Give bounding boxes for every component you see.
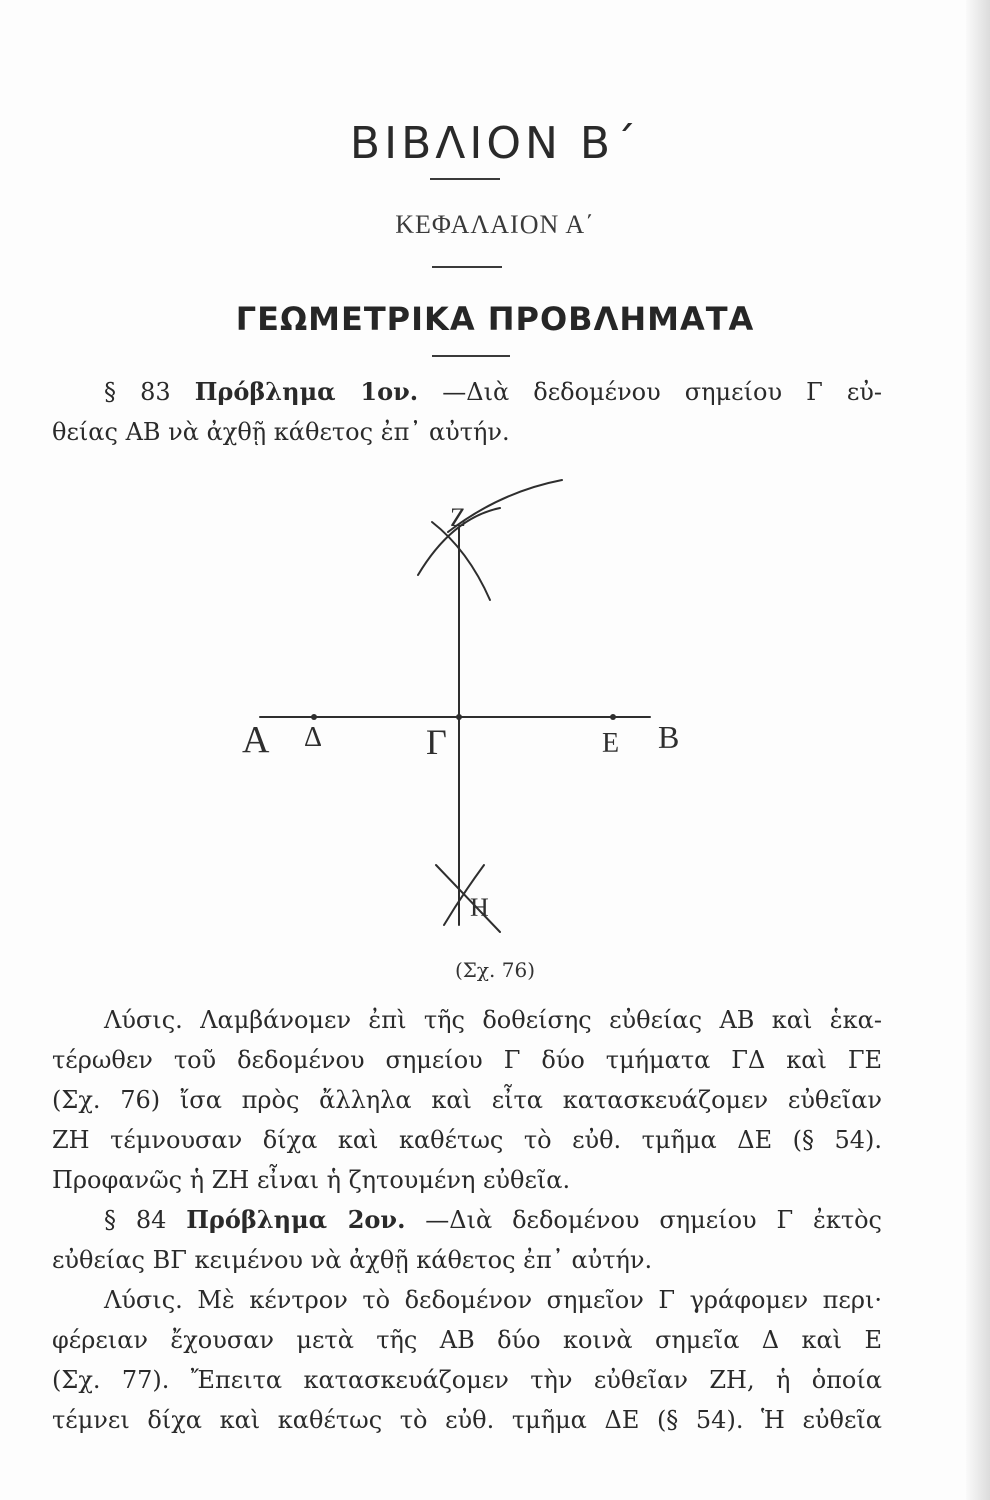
point-e (610, 714, 616, 720)
problem-2-statement (52, 1200, 882, 1280)
problem-2-label: Πρόβλημα 2ον. (186, 1205, 406, 1234)
solution-1-line: Προφανῶς ἡ ΖΗ εἶναι ἡ ζητουμένη εὐθεῖα. (52, 1166, 571, 1194)
problem-1-line-2: θείας ΑΒ νὰ ἀχθῇ κάθετος ἐπ᾿ αὐτήν. (52, 418, 510, 446)
problem-1-label: Πρόβλημα 1ον. (194, 377, 419, 406)
figure-caption: (Σχ. 76) (454, 958, 536, 982)
label-b: Β (658, 719, 680, 755)
label-h: Η (470, 893, 489, 922)
solution-2-line: (Σχ. 77). Ἔπειτα κατασκευάζομεν τὴν εὐθεῖαν ΖΗ, ἡ ὁποία (52, 1366, 882, 1394)
solution-1-line: Λύσις. Λαμβάνομεν ἐπὶ τῆς δοθείσης εὐθείας ΑΒ καὶ ἑκα- (104, 1006, 882, 1034)
divider-rule (432, 355, 510, 357)
problem-1-text-1: —Διὰ δεδομένου σημείου Γ εὐ- (442, 378, 882, 406)
problem-2-text-1: —Διὰ δεδομένου σημείου Γ ἐκτὸς (425, 1206, 882, 1234)
problem-2-line-2: εὐθείας ΒΓ κειμένου νὰ ἀχθῇ κάθετος ἐπ᾿ αὐτήν. (52, 1246, 653, 1274)
solution-2-line: τέμνει δίχα καὶ καθέτως τὸ εὐθ. τμῆμα ΔΕ (§ 54). Ἡ εὐθεῖα (52, 1406, 882, 1434)
solution-1-line: τέρωθεν τοῦ δεδομένου σημείου Γ δύο τμήματα ΓΔ καὶ ΓΕ (52, 1046, 882, 1074)
arc-top-right (432, 522, 490, 600)
solution-2-text (52, 1280, 882, 1440)
chapter-title: ΚΕΦΑΛΑΙΟΝ Α΄ (395, 210, 595, 239)
book-title: ΒΙΒΛΙΟΝ Β΄ (349, 118, 641, 169)
problem-2-number: § 84 (104, 1206, 167, 1234)
problem-1-line-1 (52, 372, 882, 412)
solution-2-line: φέρειαν ἔχουσαν μετὰ τῆς ΑΒ δύο κοινὰ σημεῖα Δ καὶ Ε (52, 1326, 882, 1354)
problem-2-line-1 (52, 1200, 882, 1240)
label-e: Ε (602, 728, 620, 759)
point-delta (311, 714, 317, 720)
solution-1-line: ΖΗ τέμνουσαν δίχα καὶ καθέτως τὸ εὐθ. τμῆμα ΔΕ (§ 54). (52, 1126, 882, 1154)
label-gamma: Γ (426, 722, 447, 762)
label-z: Ζ (450, 503, 466, 532)
point-gamma (456, 714, 462, 720)
divider-rule (430, 178, 500, 180)
problem-1-statement (52, 372, 882, 452)
figure-76-diagram (200, 470, 760, 950)
problem-1-number: § 83 (104, 378, 171, 406)
solution-1-text (52, 1000, 882, 1200)
solution-2-line: Λύσις. Μὲ κέντρον τὸ δεδομένον σημεῖον Γ γράφομεν περι· (104, 1286, 882, 1314)
label-delta: Δ (304, 722, 323, 753)
solution-1-line: (Σχ. 76) ἴσα πρὸς ἄλληλα καὶ εἶτα κατασκευάζομεν εὐθεῖαν (52, 1086, 882, 1114)
divider-rule (432, 266, 502, 268)
label-a: Α (242, 719, 270, 761)
section-heading: ΓΕΩΜΕΤΡΙΚΑ ΠΡΟΒΛΗΜΑΤΑ (235, 300, 755, 338)
